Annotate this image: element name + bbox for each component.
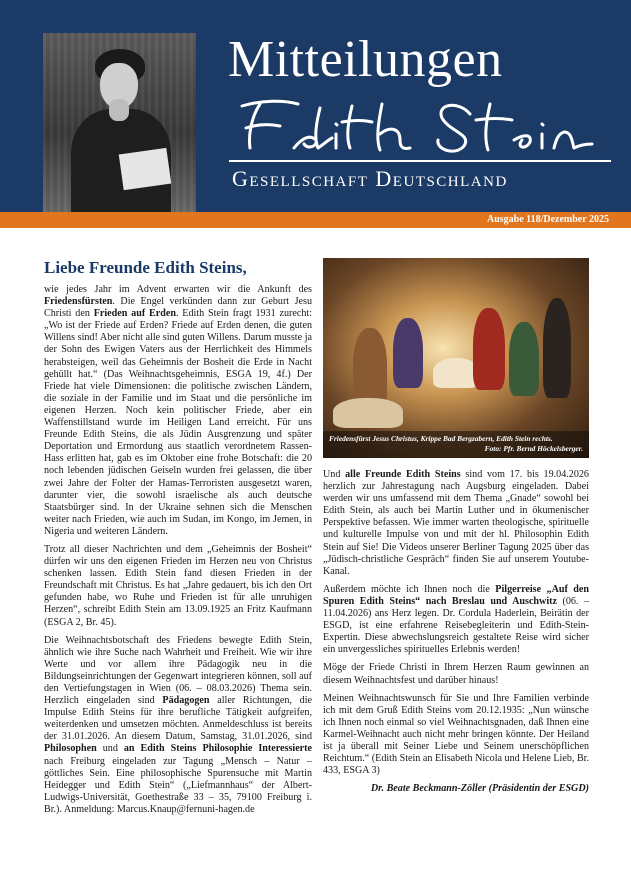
paragraph-annual-meeting	[323, 469, 589, 578]
text-run: Meinen Weihnachtswunsch für Sie und Ihre Familien verbinde ich mit dem Gruß Edith Steins vom 20.12.1935: „Nun wünsche ich Ihnen noch einmal so viel Weihnachtsgnaden, daß Ihnen eine Karmel-Weihnacht auch nicht mehr bringen könnte. Der Heiland ist ja überall mit Seiner Liebe und Seinem unerschöpflichen Reichtum.“ (Edith Stein an Elisabeth Nicola und Helene Lieb, Br. 433, ESGA 3)	[323, 692, 589, 777]
society-name: Gesellschaft Deutschland	[232, 166, 508, 191]
text-run: (06. – 11.04.2026) ans Herz legen. Dr. Cordula Haderlein, Beirätin der ESGD, ist eine erfahrene Reisebegleiterin und Edith-Stein-Expertin. Diese abwechslungsreich gestaltete Reise wird sicher ein unvergessliches spirituelles Erlebnis werden!	[323, 595, 589, 656]
bold-run: alle Freunde Edith Steins	[345, 469, 461, 480]
bold-run: Pilgerreise „Auf den Spuren Edith Steins“ nach Breslau und Auschwitz	[323, 583, 589, 607]
text-run: . Die Engel verkünden dann zur Geburt Jesu Christi den	[44, 296, 312, 320]
text-run: Und	[323, 469, 346, 480]
nativity-photo	[323, 258, 589, 458]
text-run: und	[96, 743, 124, 755]
right-column	[323, 469, 589, 795]
issue-label: Ausgabe 118/Dezember 2025	[486, 214, 609, 225]
photo-caption-title: Friedensfürst Jesus Christus, Krippe Bad Bergzabern, Edith Stein rechts.	[329, 434, 553, 443]
photo-caption-credit: Foto: Pfr. Bernd Höckelsberger.	[484, 444, 583, 453]
edith-stein-portrait	[43, 33, 196, 216]
text-run: nach Freiburg eingeladen zur Tagung „Mensch – Natur – göttliches Sein. Eine philosophische Spurensuche mit Martin Heidegger und Edith Stein“ („Liefmannhaus“ der Albert-Ludwigs-Universität, Goethestraße 33 – 35, 79100 Freiburg i. Br.). Anmeldung: Marcus.Knaup@fernuni-hagen.de	[44, 755, 312, 815]
text-run: Trotz all dieser Nachrichten und dem „Geheimnis der Bosheit“ dürfen wir uns den eigenen Frieden im Herzen neu von Christus schenken lassen. Edith Stein fand diesen Frieden in der Freundschaft mit Christus. Es hat „Jahre gedauert, bis ich den Ort gefunden habe, wo Ruhe und Frieden ist für alle unruhigen Herzen“, schreibt Edith Stein am 13.09.1925 an Fritz Kaufmann (ESGA 2, Br. 45).	[44, 543, 312, 628]
paragraph-pilgrimage	[323, 584, 589, 657]
bold-run: Philosophen	[44, 743, 97, 755]
text-run: aller Richtungen, die Impulse Edith Steins für ihre berufliche Tätigkeit aufgreifen, weiterdenken und umsetzen möchten. Anmeldeschluss ist bereits der 31.01.2026. An diesem Datum, Samstag, 31.01.2026, sind	[44, 695, 312, 743]
paragraph-events	[44, 635, 312, 816]
letter-greeting: Liebe Freunde Edith Steins,	[44, 258, 247, 277]
paragraph-wish	[323, 662, 589, 686]
paragraph-greeting-quote	[323, 693, 589, 778]
text-run: Möge der Friede Christi in Ihrem Herzen Raum gewinnen an diesem Weihnachtsfest und darüber hinaus!	[323, 662, 589, 686]
paragraph-peace	[44, 284, 312, 538]
bold-run: Pädagogen	[162, 695, 210, 707]
masthead	[0, 0, 631, 212]
masthead-rule	[229, 160, 611, 162]
paragraph-mystery	[44, 544, 312, 629]
text-run: sind vom 17. bis 19.04.2026 herzlich zur Jahrestagung nach Augsburg eingeladen. Dabei werden wir uns umfassend mit dem Thema „Gnade“ sowohl bei Edith Stein, als auch bei Martin Luther und in ökumenischer Perspektive befassen. Wie immer warten theologische, spirituelle und kulturelle Impulse von und mit der hl. Philosophin Edith Stein auf Sie! Die Videos unserer Berliner Tagung 2025 über das „Jüdisch-christliche Gespräch“ finden Sie auf unserem Youtube-Kanal.	[323, 469, 589, 577]
masthead-title: Mitteilungen	[228, 31, 503, 88]
text-run: . Edith Stein fragt 1931 zurecht: „Wo ist der Friede auf Erden? Friede auf Erden denen, die guten Willens sind! Aber nicht alle sind guten Willens. Darum musste ja der Sohn des Ewigen Vaters aus der Herrlichkeit des Himmels herabsteigen, weil das Geheimnis der Bosheit die Erde in Nacht gehüllt hat.“ (Das Weihnachtsgeheimnis, ESGA 19, 4f.) Der Friede hat viele Dimensionen: die politische zwischen Ländern, die soziale in der Familie und im Staat und die persönliche im eigenen Herzen. Noch kein politischer Friede, aber ein Waffenstillstand wurde im Heiligen Land erreicht. Für uns Freunde Edith Steins, die als Jüdin Ausgrenzung und später Deportation und Ermordung aus staatlich verordnetem Rassen-Hass erlitten hat, gab es im Oktober eine frohe Botschaft: die 20 noch lebenden jüdischen Geiseln wurden frei gelassen, die über zwei Jahre der Folter der Hamas-Terroristen ausgesetzt waren, darunter vier, die sowohl israelische als auch deutsche Staatsbürger sind. In der Ukraine sehnen sich die Menschen weiter nach Frieden, wie auch im Sudan, im Kongo, im Jemen, in Nigeria und weiteren Ländern.	[44, 308, 312, 537]
photo-caption	[323, 431, 589, 458]
bold-run: an Edith Steins Philosophie Interessierte	[123, 743, 312, 755]
bold-run: Frieden auf Erden	[93, 308, 176, 320]
text-run: Die Weihnachtsbotschaft des Friedens bewegte Edith Stein, ähnlich wie ihre Suche nach Wahrheit und Freiheit. Wie wir ihre Werte und vor allem ihre Pädagogik neu in die Bildungseinrichtungen der Gegenwart integrieren können, soll auf den Vertiefungstagen in Wien (06. – 08.03.2026) Thema sein. Herzlich eingeladen sind	[44, 634, 312, 707]
text-run: wie jedes Jahr im Advent erwarten wir die Ankunft des	[44, 284, 312, 295]
bold-run: Friedensfürsten	[44, 296, 113, 308]
edith-stein-signature	[232, 94, 612, 158]
text-run: Außerdem möchte ich Ihnen noch die	[323, 583, 496, 595]
letter-signoff: Dr. Beate Beckmann-Zöller (Präsidentin der ESGD)	[370, 783, 589, 795]
left-column	[44, 258, 312, 822]
